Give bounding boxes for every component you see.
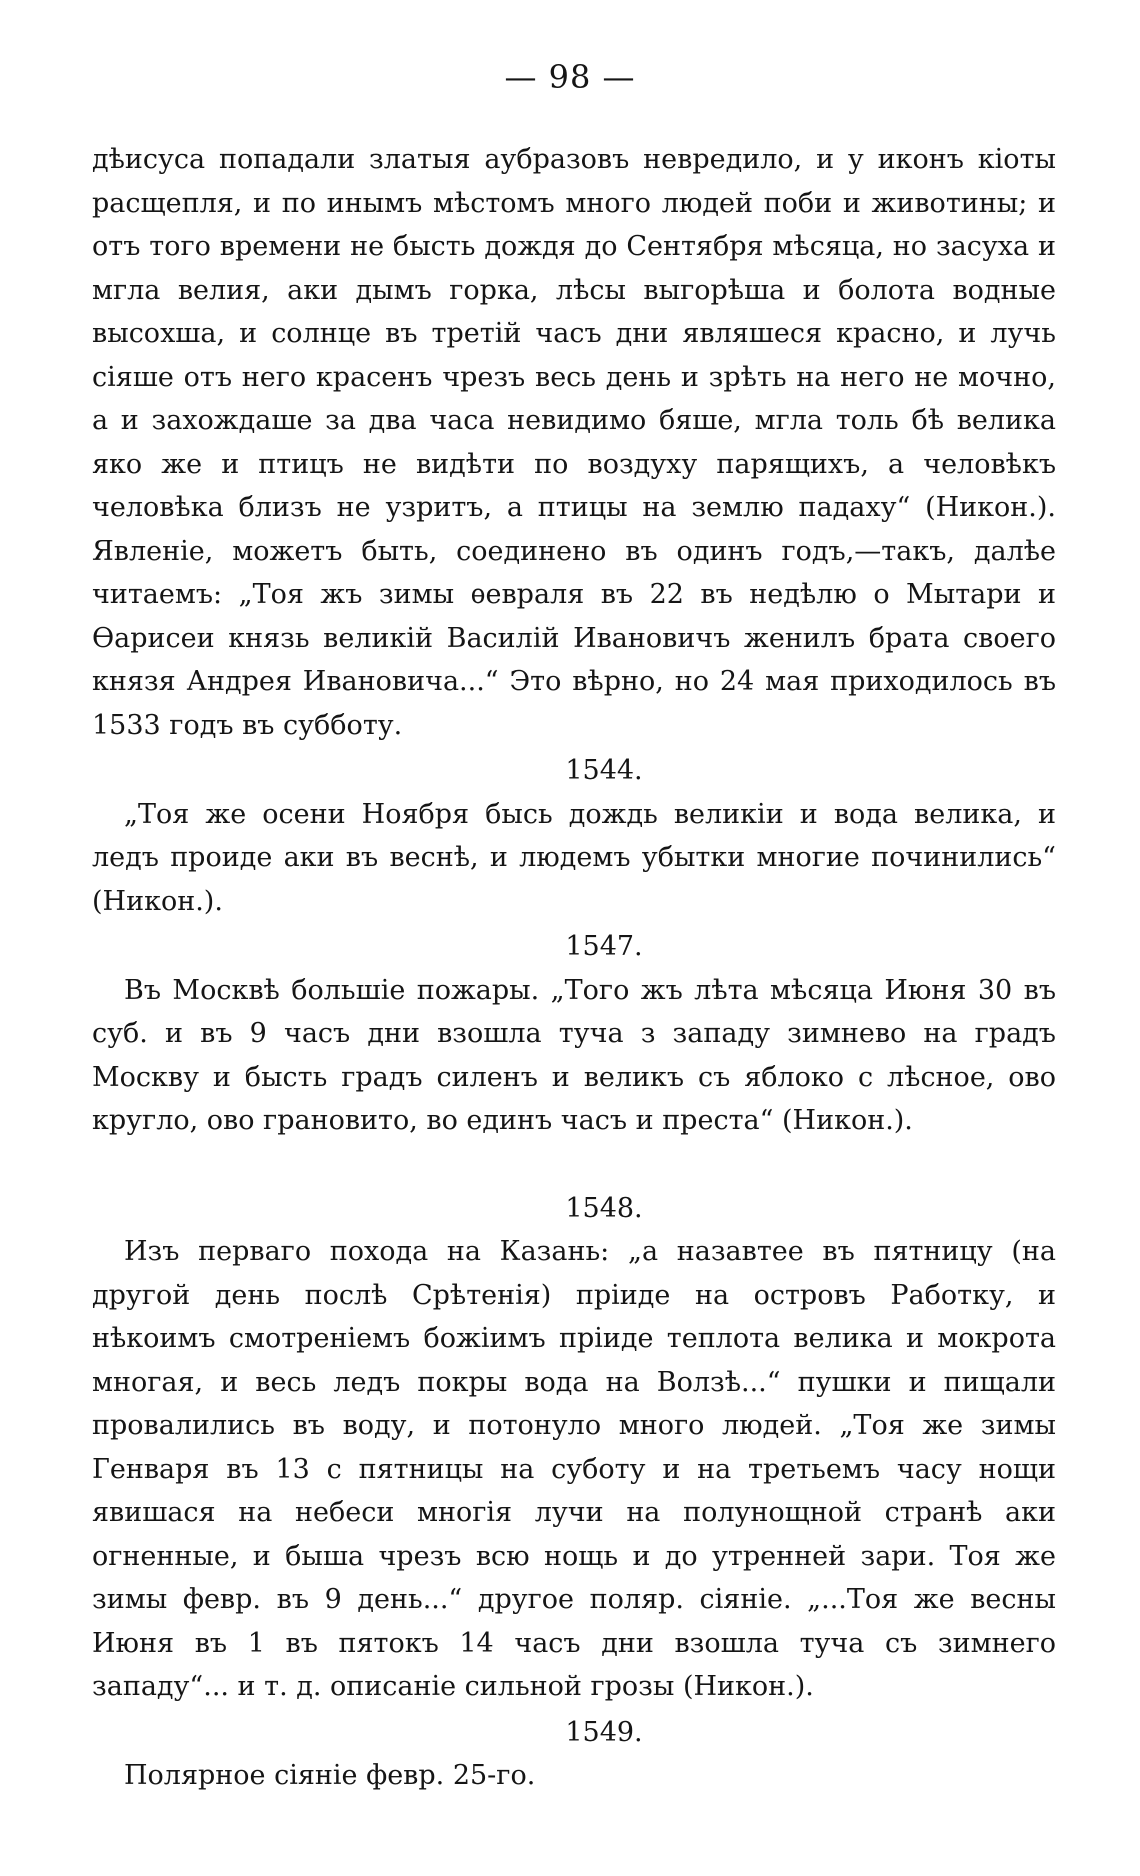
paragraph-intro: дѣисуса попадали златыя аубразовъ невредило, и у иконъ кіоты расщепля, и по инымъ мѣстомъ много людей поби и животины; и отъ того времени не бысть дождя до Сентября мѣсяца, но засуха и мгла велия, аки дымъ горка, лѣсы выгорѣша и болота водные высохша, и солнце въ третій часъ дни являшеся красно, и лучь сіяше отъ него красенъ чрезъ весь день и зрѣть на него не мочно, а и захождаше за два часа невидимо бяше, мгла толь бѣ велика яко же и птицъ не видѣти по воздуху парящихъ, а человѣкъ человѣка близъ не узритъ, а птицы на землю падаху“ (Никон.). Явленіе, можетъ быть, соединено въ одинъ годъ,—такъ, далѣе читаемъ: „Тоя жъ зимы ѳевраля въ 22 въ недѣлю о Мытари и Ѳарисеи князь великій Василій Ивановичъ женилъ брата своего князя Андрея Ивановича...“ Это вѣрно, но 24 мая приходилось въ 1533 годъ въ субботу. [92, 144, 1056, 741]
year-heading-1547: 1547. [565, 931, 643, 962]
page-body [92, 138, 1056, 1798]
paragraph-1549: Полярное сіяніе февр. 25-го. [124, 1760, 536, 1791]
year-heading-1548: 1548. [565, 1192, 643, 1224]
page-number: — 98 — [504, 58, 636, 96]
year-heading-1549: 1549. [565, 1716, 643, 1748]
paragraph-1547: Въ Москвѣ большіе пожары. „Того жъ лѣта мѣсяца Июня 30 въ суб. и въ 9 часъ дни взошла туча з западу зимнево на градъ Москву и бысть градъ силенъ и великъ съ яблоко с лѣсное, ово кругло, ово грановито, во единъ часъ и преста“ (Никон.). [92, 974, 1056, 1136]
paragraph-1548: Изъ перваго похода на Казань: „а назавтее въ пятницу (на другой день послѣ Срѣтенія) пріиде на островъ Работку, и нѣкоимъ смотреніемъ божіимъ пріиде теплота велика и мокрота многая, и весь ледъ покры вода на Волзѣ...“ пушки и пищали провалились въ воду, и потонуло много людей. „Тоя же зимы Генваря въ 13 с пятницы на суботу и на третьемъ часу нощи явишася на небеси многія лучи на полунощной странѣ аки огненные, и быша чрезъ всю нощь и до утренней зари. Тоя же зимы февр. въ 9 день...“ другое поляр. сіяніе. „...Тоя же весны Июня въ 1 въ пятокъ 14 часъ дни взошла туча съ зимнего западу“... и т. д. описаніе сильной грозы (Никон.). [92, 1236, 1056, 1702]
paragraph-1544: „Тоя же осени Ноября бысь дождь великіи и вода велика, и ледъ проиде аки въ веснѣ, и людемъ убытки многие починились“ (Никон.). [92, 798, 1056, 917]
year-heading-1544: 1544. [565, 755, 643, 786]
